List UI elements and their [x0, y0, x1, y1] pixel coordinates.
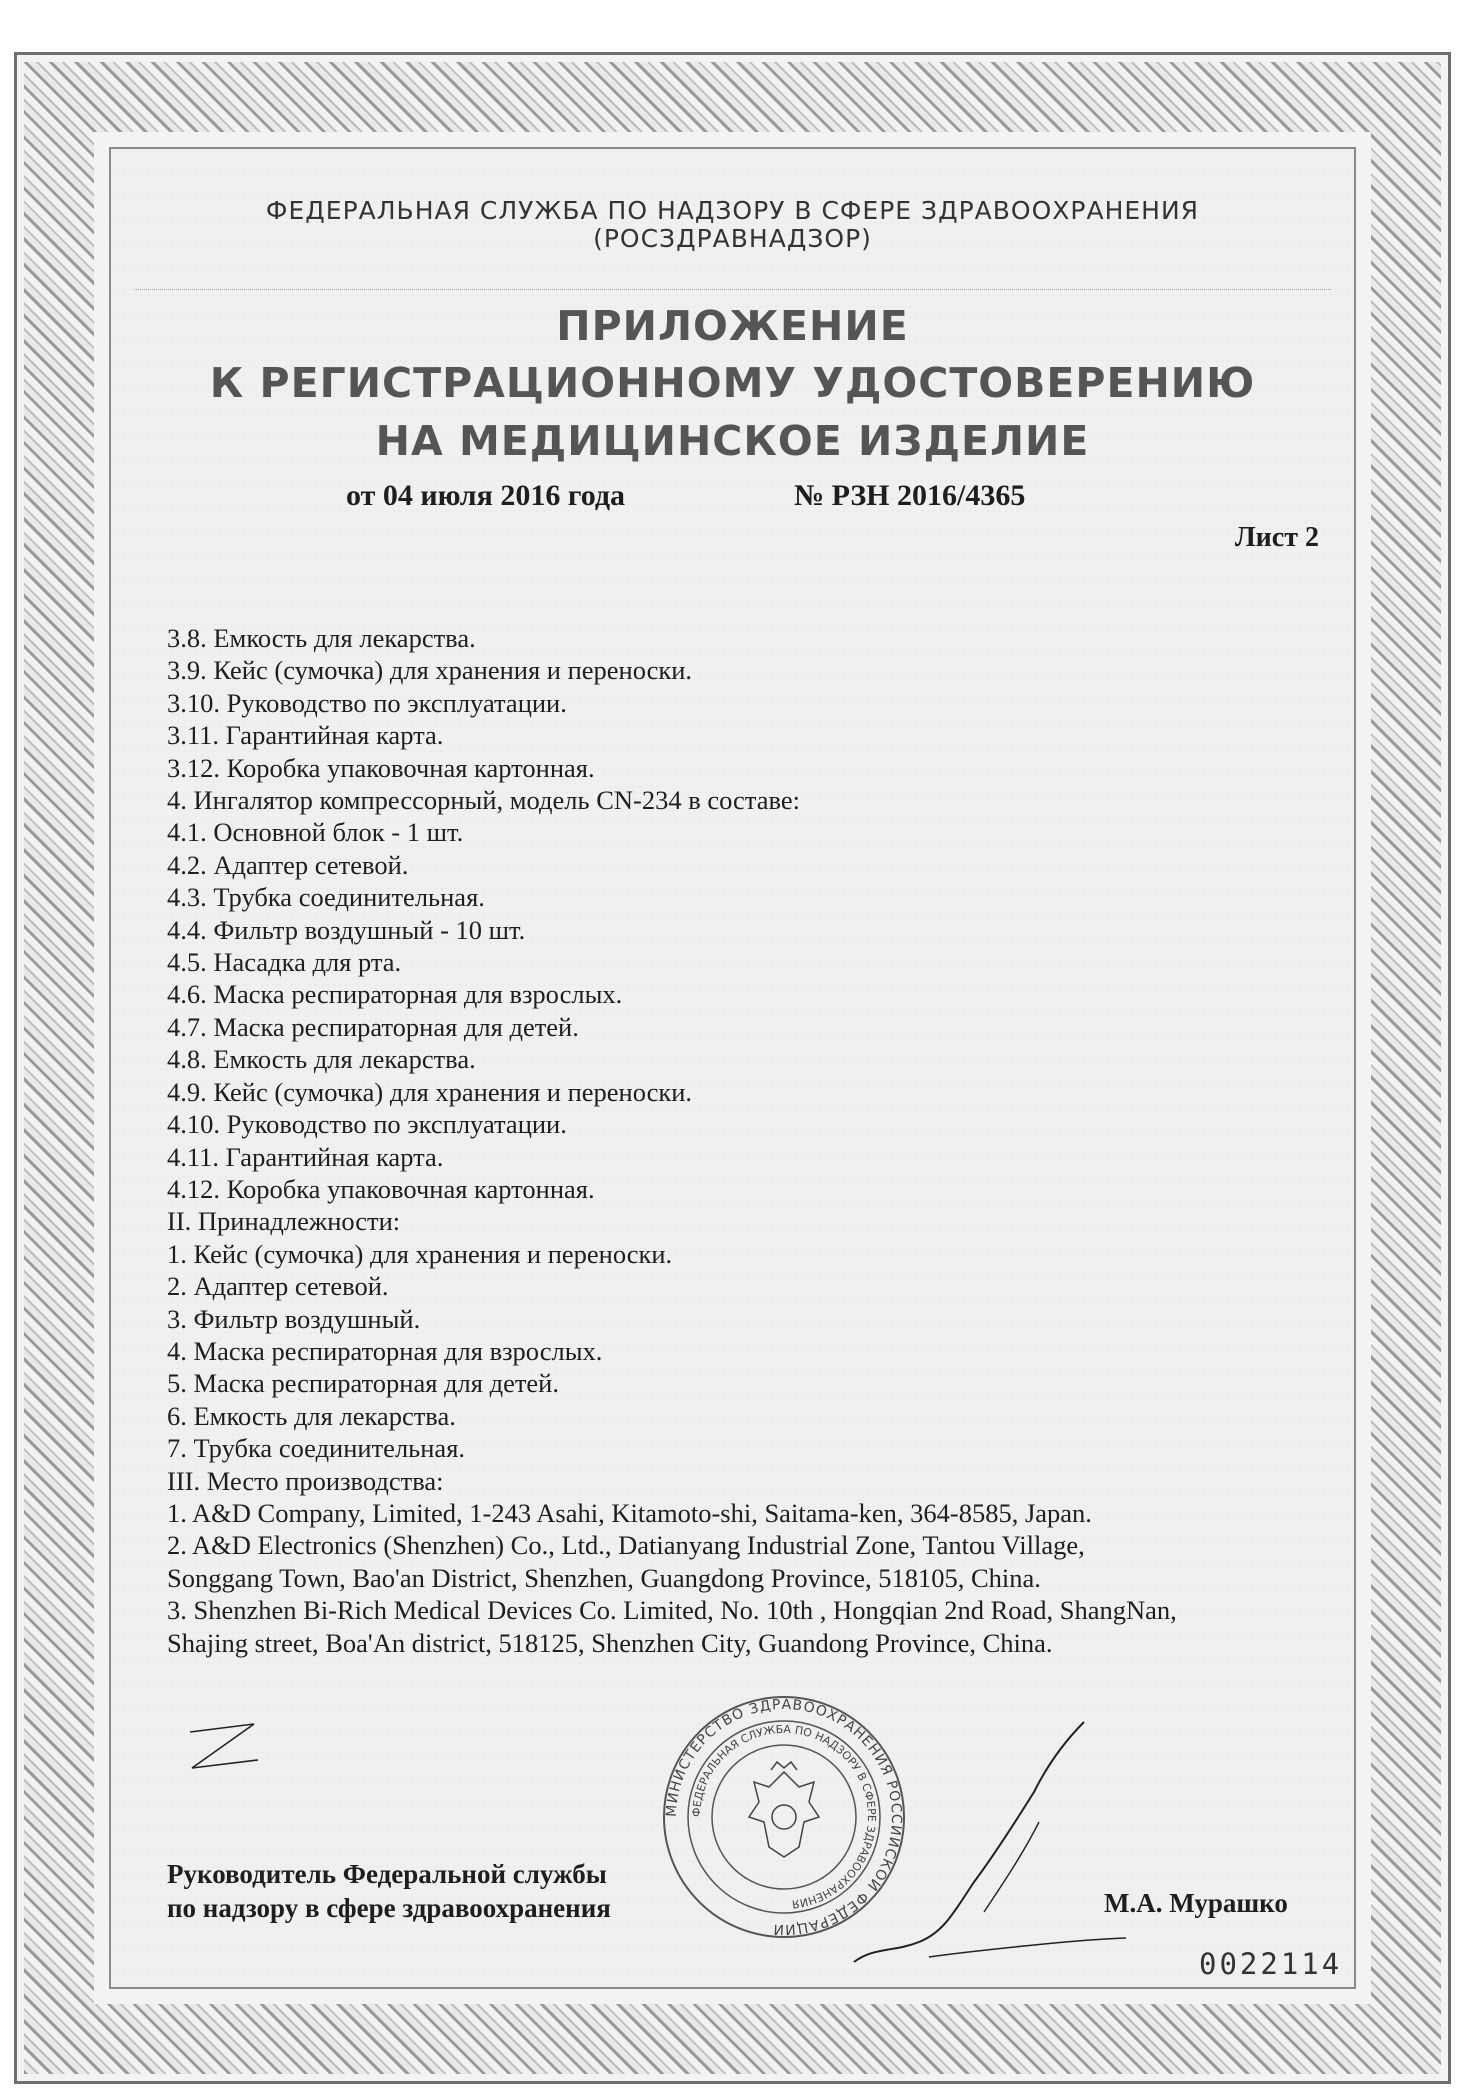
list-item: 4.2. Адаптер сетевой. — [167, 849, 409, 880]
list-item: 4. Маска респираторная для взрослых. — [167, 1335, 603, 1366]
list-item: 4.7. Маска респираторная для детей. — [167, 1011, 579, 1042]
signer-position — [167, 1857, 611, 1925]
list-item: 4.1. Основной блок - 1 шт. — [167, 817, 464, 848]
z-mark — [184, 1720, 264, 1780]
registration-number: № РЗН 2016/4365 — [794, 479, 1026, 512]
list-item: 3.8. Емкость для лекарства. — [167, 623, 476, 653]
serial-number: 0022114 — [1199, 1947, 1343, 1981]
list-item: III. Место производства: — [167, 1465, 444, 1496]
list-item: 4.5. Насадка для рта. — [167, 947, 402, 978]
list-item: 3. Фильтр воздушный. — [167, 1303, 421, 1334]
signer-position-line1: Руководитель Федеральной службы — [167, 1859, 607, 1889]
list-item: 4.3. Трубка соединительная. — [167, 882, 485, 913]
doc-title-line2: К РЕГИСТРАЦИОННОМУ УДОСТОВЕРЕНИЮ — [209, 359, 1256, 407]
list-item: 7. Трубка соединительная. — [167, 1433, 466, 1464]
handwritten-signature — [834, 1712, 1134, 1972]
certificate-sheet — [14, 52, 1451, 2084]
agency-name: ФЕДЕРАЛЬНАЯ СЛУЖБА ПО НАДЗОРУ В СФЕРЕ ЗДРАВООХРАНЕНИЯ — [265, 196, 1200, 225]
list-item: 1. A&D Company, Limited, 1-243 Asahi, Kitamoto-shi, Saitama-ken, 364-8585, Japan. — [167, 1497, 1092, 1528]
list-item: 3.9. Кейс (сумочка) для хранения и переноски. — [167, 655, 693, 686]
list-item: Songgang Town, Bao'an District, Shenzhen, Guangdong Province, 518105, China. — [167, 1562, 1041, 1593]
list-item: 3. Shenzhen Bi-Rich Medical Devices Co. Limited, No. 10th , Hongqian 2nd Road, ShangNan, — [167, 1595, 1177, 1626]
seal-inner-text: ФЕДЕРАЛЬНАЯ СЛУЖБА ПО НАДЗОРУ В СФЕРЕ ЗДРАВООХРАНЕНИЯ — [689, 1722, 879, 1911]
list-item: 3.10. Руководство по эксплуатации. — [167, 687, 567, 718]
list-item: 1. Кейс (сумочка) для хранения и переноски. — [167, 1238, 673, 1269]
header-divider — [134, 289, 1331, 290]
list-item: Shajing street, Boa'An district, 518125, Shenzhen City, Guandong Province, China. — [167, 1627, 1053, 1658]
list-item: 4.12. Коробка упаковочная картонная. — [167, 1173, 595, 1204]
list-item: 6. Емкость для лекарства. — [167, 1400, 456, 1431]
sheet-number: Лист 2 — [1234, 522, 1319, 553]
agency-abbr: (РОСЗДРАВНАДЗОР) — [593, 224, 872, 253]
list-item: 4.6. Маска респираторная для взрослых. — [167, 979, 623, 1010]
list-item: 4.9. Кейс (сумочка) для хранения и переноски. — [167, 1076, 693, 1107]
list-item: 4.11. Гарантийная карта. — [167, 1141, 444, 1172]
signer-position-line2: по надзору в сфере здравоохранения — [167, 1893, 611, 1923]
eagle-emblem-icon — [749, 1762, 819, 1857]
list-item: 4.4. Фильтр воздушный - 10 шт. — [167, 914, 526, 945]
item-list — [167, 622, 1317, 1659]
list-item: 3.12. Коробка упаковочная картонная. — [167, 752, 595, 783]
list-item: 4.8. Емкость для лекарства. — [167, 1044, 476, 1075]
list-item: 2. Адаптер сетевой. — [167, 1271, 389, 1302]
list-item: 3.11. Гарантийная карта. — [167, 720, 444, 751]
doc-title-line3: НА МЕДИЦИНСКОЕ ИЗДЕЛИЕ — [375, 417, 1090, 465]
list-item: II. Принадлежности: — [167, 1206, 401, 1237]
list-item: 4. Ингалятор компрессорный, модель CN-234 в составе: — [167, 785, 800, 816]
list-item: 4.10. Руководство по эксплуатации. — [167, 1109, 567, 1140]
list-item: 5. Маска респираторная для детей. — [167, 1368, 559, 1399]
seal-outer-text: МИНИСТЕРСТВО ЗДРАВООХРАНЕНИЯ РОССИЙСКОЙ ФЕДЕРАЦИИ — [663, 1696, 905, 1938]
signer-name: М.А. Мурашко — [1104, 1888, 1288, 1918]
issue-date: от 04 июля 2016 года — [346, 479, 626, 512]
list-item: 2. A&D Electronics (Shenzhen) Co., Ltd., Datianyang Industrial Zone, Tantou Village, — [167, 1530, 1085, 1561]
doc-title-line1: ПРИЛОЖЕНИЕ — [556, 302, 909, 350]
